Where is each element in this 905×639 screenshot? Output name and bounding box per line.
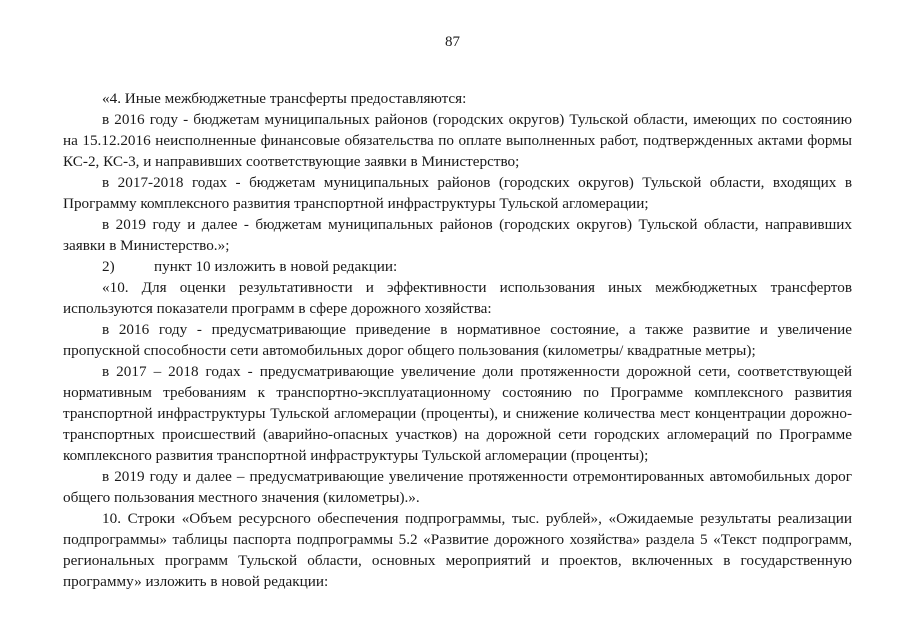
item-2	[63, 256, 852, 277]
item-2-number: 2)	[102, 258, 115, 275]
paragraph-indicator-2016: в 2016 году - предусматривающие приведение в нормативное состояние, а также развитие и увеличение пропускной способности сети автомобильных дорог общего пользования (километры/ квадратные метры);	[63, 321, 852, 359]
paragraph-indicator-2017-2018: в 2017 – 2018 годах - предусматривающие увеличение доли протяженности дорожной сети, соответствующей нормативным требованиям к транспортно-эксплуатационному состоянию по Программе комплексного развития транспортной инфраструктуры Тульской агломерации (проценты), и снижение количества мест концентрации дорожно-транспортных происшествий (аварийно-опасных участков) на дорожной сети городских агломераций по Программе комплексного развития транспортной инфраструктуры Тульской агломерации (проценты);	[63, 363, 852, 464]
paragraph-2019: в 2019 году и далее - бюджетам муниципальных районов (городских округов) Тульской области, направивших заявки в Министерство.»;	[63, 216, 852, 254]
paragraph-point-10: 10. Строки «Объем ресурсного обеспечения подпрограммы, тыс. рублей», «Ожидаемые результаты реализации подпрограммы» таблицы паспорта подпрограммы 5.2 «Развитие дорожного хозяйства» раздела 5 «Текст подпрограмм, региональных программ Тульской области, основных мероприятий и проектов, включенных в государственную программу» изложить в новой редакции:	[63, 510, 852, 590]
paragraph-2017-2018: в 2017-2018 годах - бюджетам муниципальных районов (городских округов) Тульской области, входящих в Программу комплексного развития транспортной инфраструктуры Тульской агломерации;	[63, 174, 852, 212]
paragraph-item4-heading: «4. Иные межбюджетные трансферты предоставляются:	[102, 90, 467, 107]
document-body	[63, 88, 852, 592]
item-2-text: пункт 10 изложить в новой редакции:	[154, 258, 398, 275]
paragraph-2016: в 2016 году - бюджетам муниципальных районов (городских округов) Тульской области, имеющих по состоянию на 15.12.2016 неисполненные финансовые обязательства по оплате выполненных работ, подтвержденных актами формы КС-2, КС-3, и направивших соответствующие заявки в Министерство;	[63, 111, 852, 170]
paragraph-indicator-2019: в 2019 году и далее – предусматривающие увеличение протяженности отремонтированных автомобильных дорог общего пользования местного значения (километры).».	[63, 468, 852, 506]
page-number: 87	[445, 34, 460, 50]
paragraph-item10-heading: «10. Для оценки результативности и эффективности использования иных межбюджетных трансфертов используются показатели программ в сфере дорожного хозяйства:	[63, 279, 852, 317]
